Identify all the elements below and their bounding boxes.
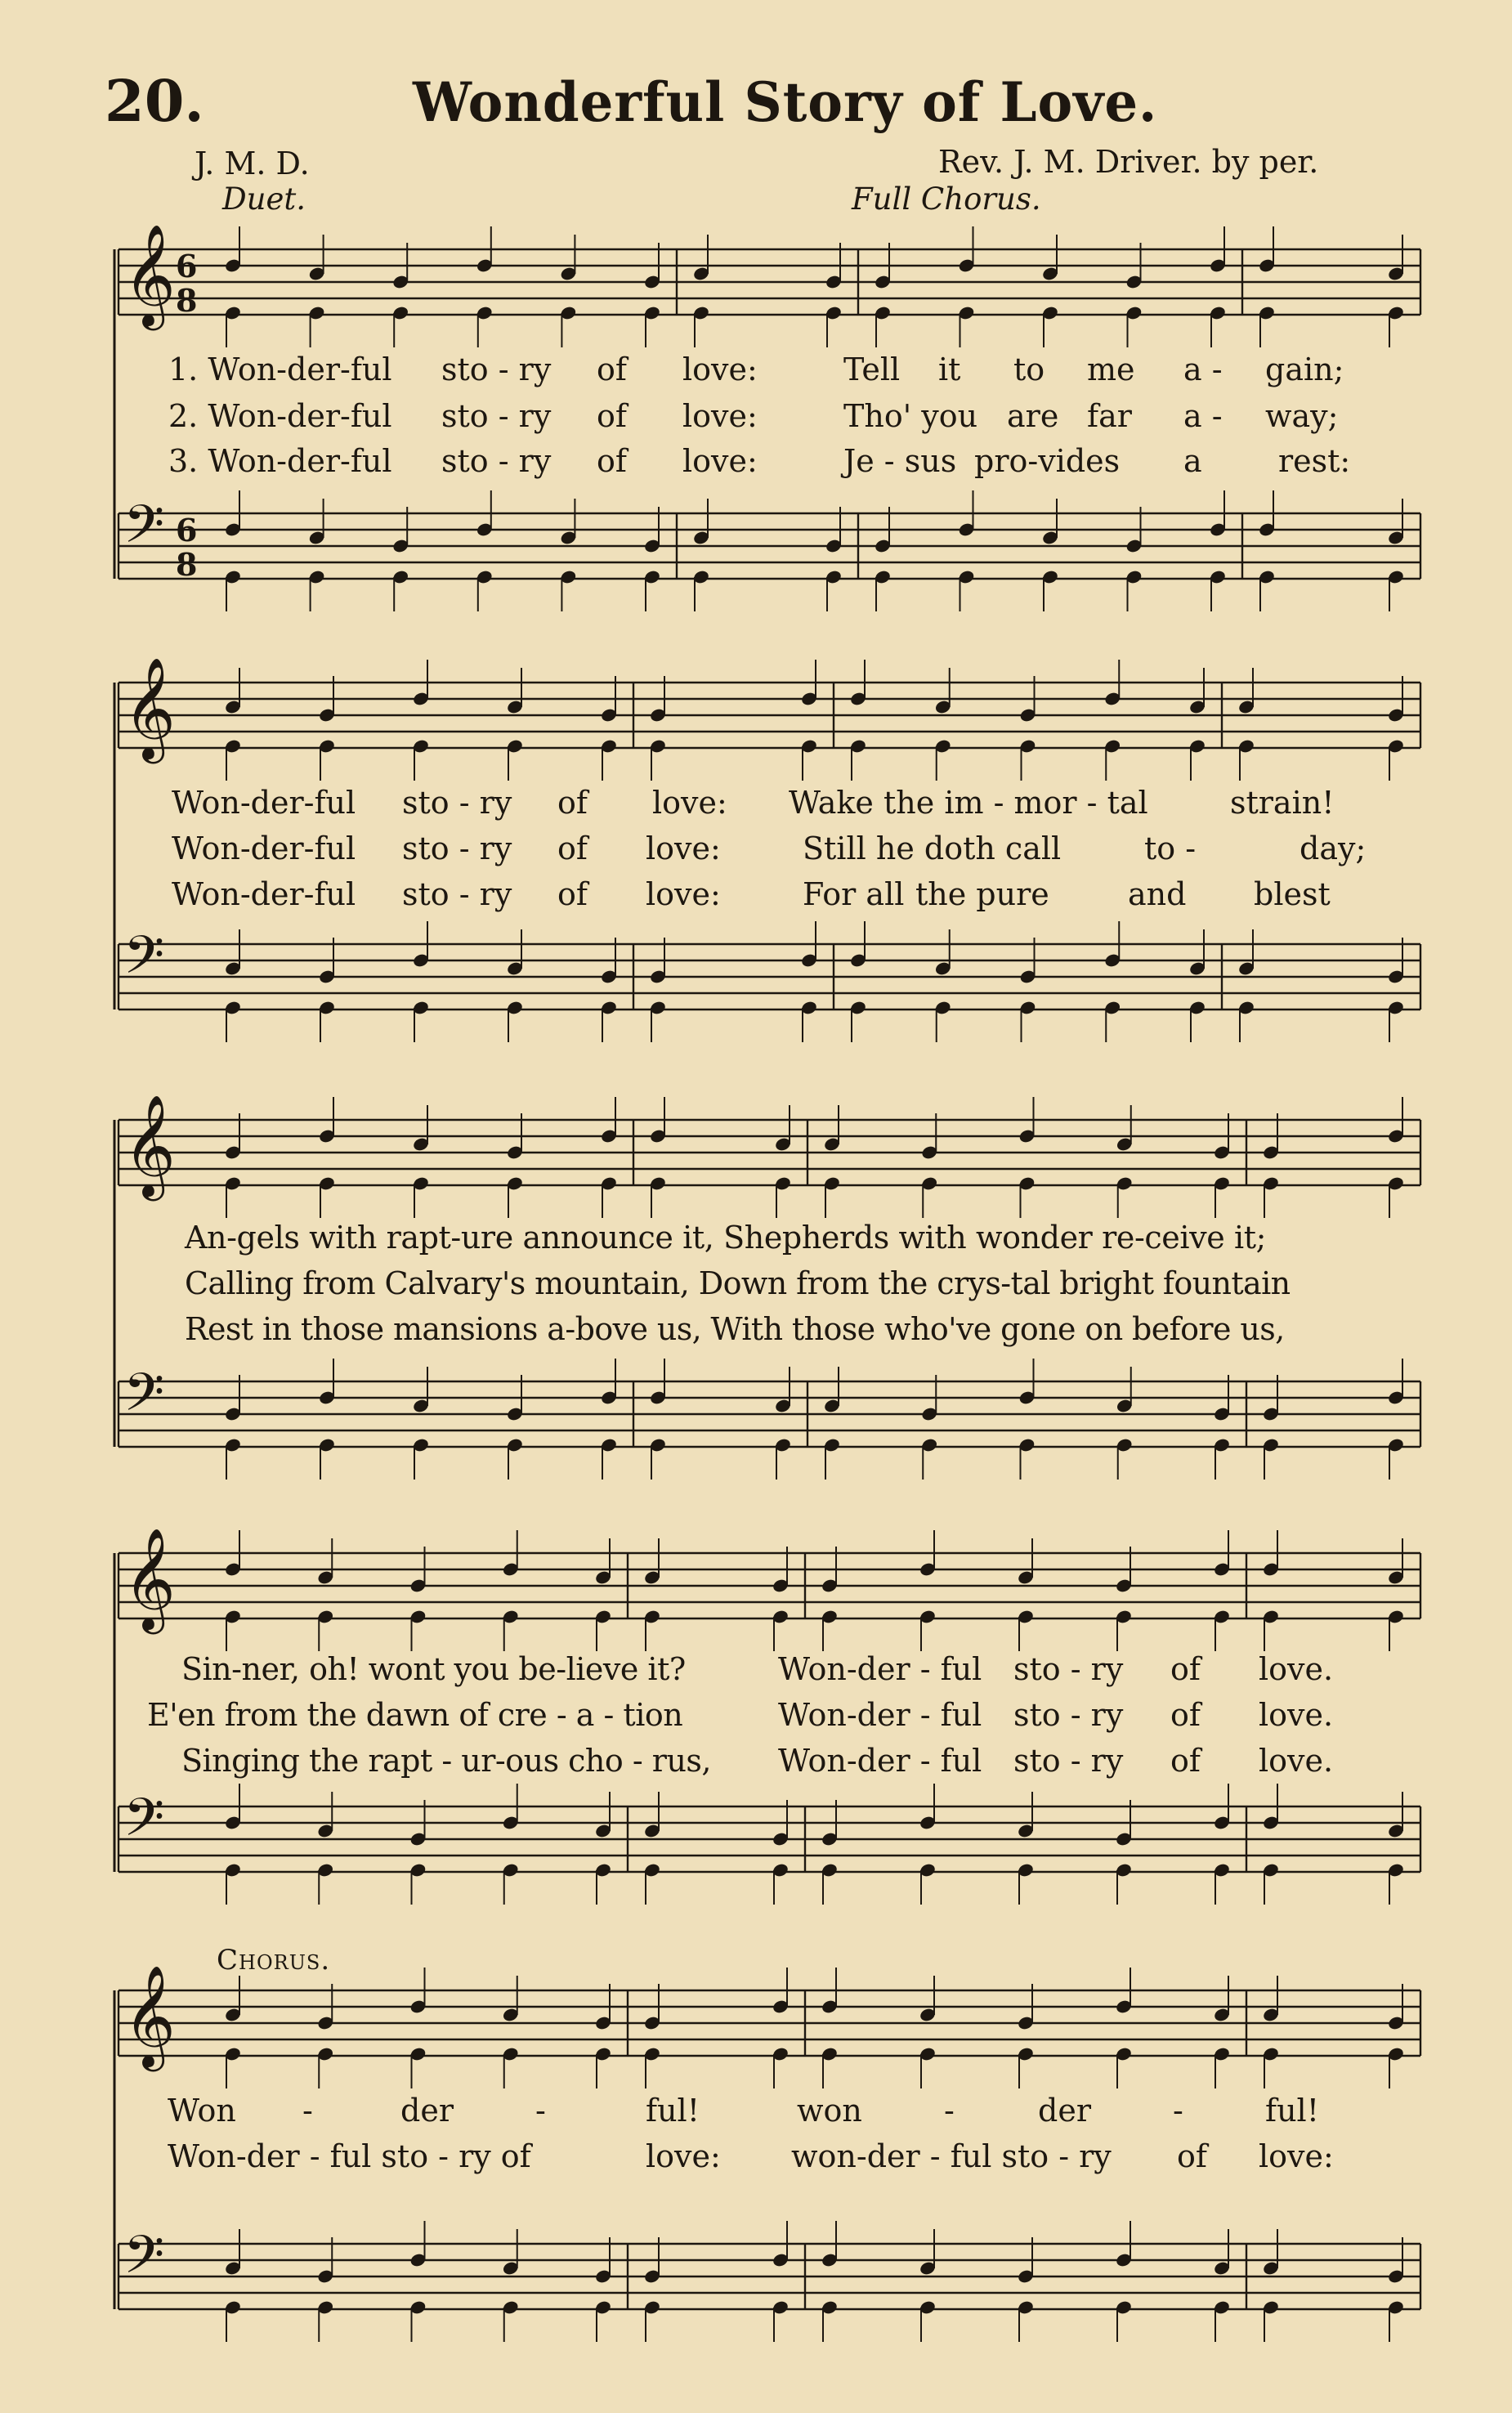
lyric-s3v3: Rest in those mansions a-bove us, With those who've gone on before us, (185, 1311, 1285, 1347)
lyric-s2v3-a: Won-der-ful (172, 876, 356, 912)
lyric-s1v2-d: love: (682, 398, 758, 434)
lyric-s1v1-c: of (597, 351, 627, 387)
lyric-s5l1-a: Won (168, 2093, 236, 2129)
lyric-s5l1-c: der (400, 2093, 454, 2129)
treble-clef-icon: 𝄞 (123, 1528, 176, 1630)
lyric-s1v3-g: a (1183, 443, 1202, 479)
bass-clef-icon: 𝄢 (123, 1788, 165, 1861)
lyric-s2v3-c: of (557, 876, 588, 912)
lyric-s2v2-a: Won-der-ful (172, 830, 356, 866)
lyric-s5l2-c: won-der - ful sto - ry (791, 2138, 1112, 2174)
lyric-s5l2-d: of (1177, 2138, 1207, 2174)
lyric-s4v2-b: Won-der - ful (778, 1697, 982, 1733)
lyric-s4v2-a: E'en from the dawn of cre - a - tion (147, 1697, 683, 1733)
lyric-s2v3-g: and (1128, 876, 1187, 912)
lyric-s4v1-b: Won-der - ful (778, 1651, 982, 1687)
lyric-s1v3-c: of (597, 443, 627, 479)
lyric-s1v2-h: a - (1183, 398, 1223, 434)
lyric-s2v2-e: Still he doth call (803, 830, 1062, 866)
author-credit: Rev. J. M. Driver. by per. (938, 144, 1319, 180)
lyric-s2v1-f: strain! (1230, 785, 1335, 821)
lyric-s4v3-a: Singing the rapt - ur-ous cho - rus, (181, 1743, 712, 1779)
hymn-number: 20. (105, 67, 204, 135)
lyric-s3v1: An-gels with rapt-ure announce it, Shepherds with wonder re-ceive it; (185, 1220, 1266, 1256)
treble-clef-icon: 𝄞 (123, 1095, 176, 1197)
lyric-s2v2-b: sto - ry (402, 830, 512, 866)
lyric-s1v2-i: way; (1265, 398, 1339, 434)
lyric-s5l2-e: love: (1259, 2138, 1334, 2174)
lyric-s5l1-d: - (535, 2093, 546, 2129)
lyric-s2v2-g: day; (1300, 830, 1367, 866)
lyric-s5l1-g: - (944, 2093, 955, 2129)
lyric-s1v1-a: 1. Won-der-ful (168, 351, 392, 387)
lyric-s4v2-c: sto - ry (1013, 1697, 1124, 1733)
treble-clef-icon: 𝄞 (123, 224, 176, 326)
lyric-s2v1-b: sto - ry (402, 785, 512, 821)
lyric-s1v1-h: me (1087, 351, 1135, 387)
lyric-s4v1-a: Sin-ner, oh! wont you be-lieve it? (181, 1651, 686, 1687)
lyric-s2v1-c: of (557, 785, 588, 821)
time-signature: 6 (176, 512, 198, 548)
lyric-s5l1-e: ful! (646, 2093, 700, 2129)
lyric-s1v3-d: love: (682, 443, 758, 479)
hymn-title: Wonderful Story of Love. (413, 70, 1158, 134)
lyric-s2v1-a: Won-der-ful (172, 785, 356, 821)
lyric-s1v1-j: gain; (1265, 351, 1344, 387)
bass-clef-icon: 𝄢 (123, 925, 165, 999)
lyric-s2v3-f: the pure (915, 876, 1049, 912)
lyric-s5l1-i: - (1173, 2093, 1183, 2129)
lyric-s5l1-b: - (302, 2093, 313, 2129)
lyric-s1v2-e: Tho' you (843, 398, 978, 434)
lyric-s4v3-c: sto - ry (1013, 1743, 1124, 1779)
chorus-label: Chorus. (217, 1944, 331, 1977)
lyric-s1v1-f: it (938, 351, 961, 387)
lyric-s4v3-d: of (1170, 1743, 1201, 1779)
lyric-s1v3-e: Je - sus (843, 443, 957, 479)
time-signature: 8 (176, 282, 198, 319)
time-signature: 6 (176, 248, 198, 284)
lyric-s1v2-a: 2. Won-der-ful (168, 398, 392, 434)
bass-clef-icon: 𝄢 (123, 1363, 165, 1436)
treble-clef-icon: 𝄞 (123, 1965, 176, 2067)
lyric-s3v2: Calling from Calvary's mountain, Down from the crys-tal bright fountain (185, 1265, 1291, 1301)
lyric-s4v1-e: love. (1259, 1651, 1334, 1687)
lyric-s1v1-i: a - (1183, 351, 1223, 387)
lyric-s4v2-e: love. (1259, 1697, 1334, 1733)
lyric-s2v2-d: love: (646, 830, 721, 866)
lyric-s2v1-d: love: (652, 785, 727, 821)
time-signature: 8 (176, 546, 198, 583)
lyric-s1v3-h: rest: (1278, 443, 1351, 479)
lyric-s2v3-b: sto - ry (402, 876, 512, 912)
lyric-s1v2-c: of (597, 398, 627, 434)
lyric-s4v1-d: of (1170, 1651, 1201, 1687)
lyric-s4v1-c: sto - ry (1013, 1651, 1124, 1687)
lyric-s1v1-b: sto - ry (441, 351, 552, 387)
lyric-s2v2-f: to - (1144, 830, 1197, 866)
lyric-s5l2-b: love: (646, 2138, 721, 2174)
lyric-s1v3-f: pro-vides (974, 443, 1121, 479)
lyric-s4v3-b: Won-der - ful (778, 1743, 982, 1779)
lyric-s1v3-b: sto - ry (441, 443, 552, 479)
treble-clef-icon: 𝄞 (123, 657, 176, 759)
bass-clef-icon: 𝄢 (123, 495, 165, 568)
lyric-s1v3-a: 3. Won-der-ful (168, 443, 392, 479)
lyric-s1v1-g: to (1013, 351, 1045, 387)
lyric-s4v3-e: love. (1259, 1743, 1334, 1779)
lyric-s2v3-d: love: (646, 876, 721, 912)
lyric-s2v3-h: blest (1254, 876, 1331, 912)
lyric-s2v2-c: of (557, 830, 588, 866)
lyric-s5l1-j: ful! (1265, 2093, 1319, 2129)
lyric-s2v1-e: Wake the im - mor - tal (789, 785, 1148, 821)
duet-marking: Duet. (222, 181, 306, 217)
lyric-s5l1-h: der (1038, 2093, 1091, 2129)
composer-initials: J. M. D. (195, 145, 310, 181)
lyric-s5l2-a: Won-der - ful sto - ry of (168, 2138, 531, 2174)
lyric-s5l1-f: won (797, 2093, 862, 2129)
lyric-s4v2-d: of (1170, 1697, 1201, 1733)
bass-clef-icon: 𝄢 (123, 2225, 165, 2299)
lyric-s2v3-e: For all (803, 876, 905, 912)
lyric-s1v2-b: sto - ry (441, 398, 552, 434)
full-chorus-marking: Full Chorus. (852, 181, 1041, 217)
lyric-s1v1-d: love: (682, 351, 758, 387)
lyric-s1v2-g: far (1087, 398, 1132, 434)
lyric-s1v1-e: Tell (843, 351, 901, 387)
lyric-s1v2-f: are (1007, 398, 1059, 434)
